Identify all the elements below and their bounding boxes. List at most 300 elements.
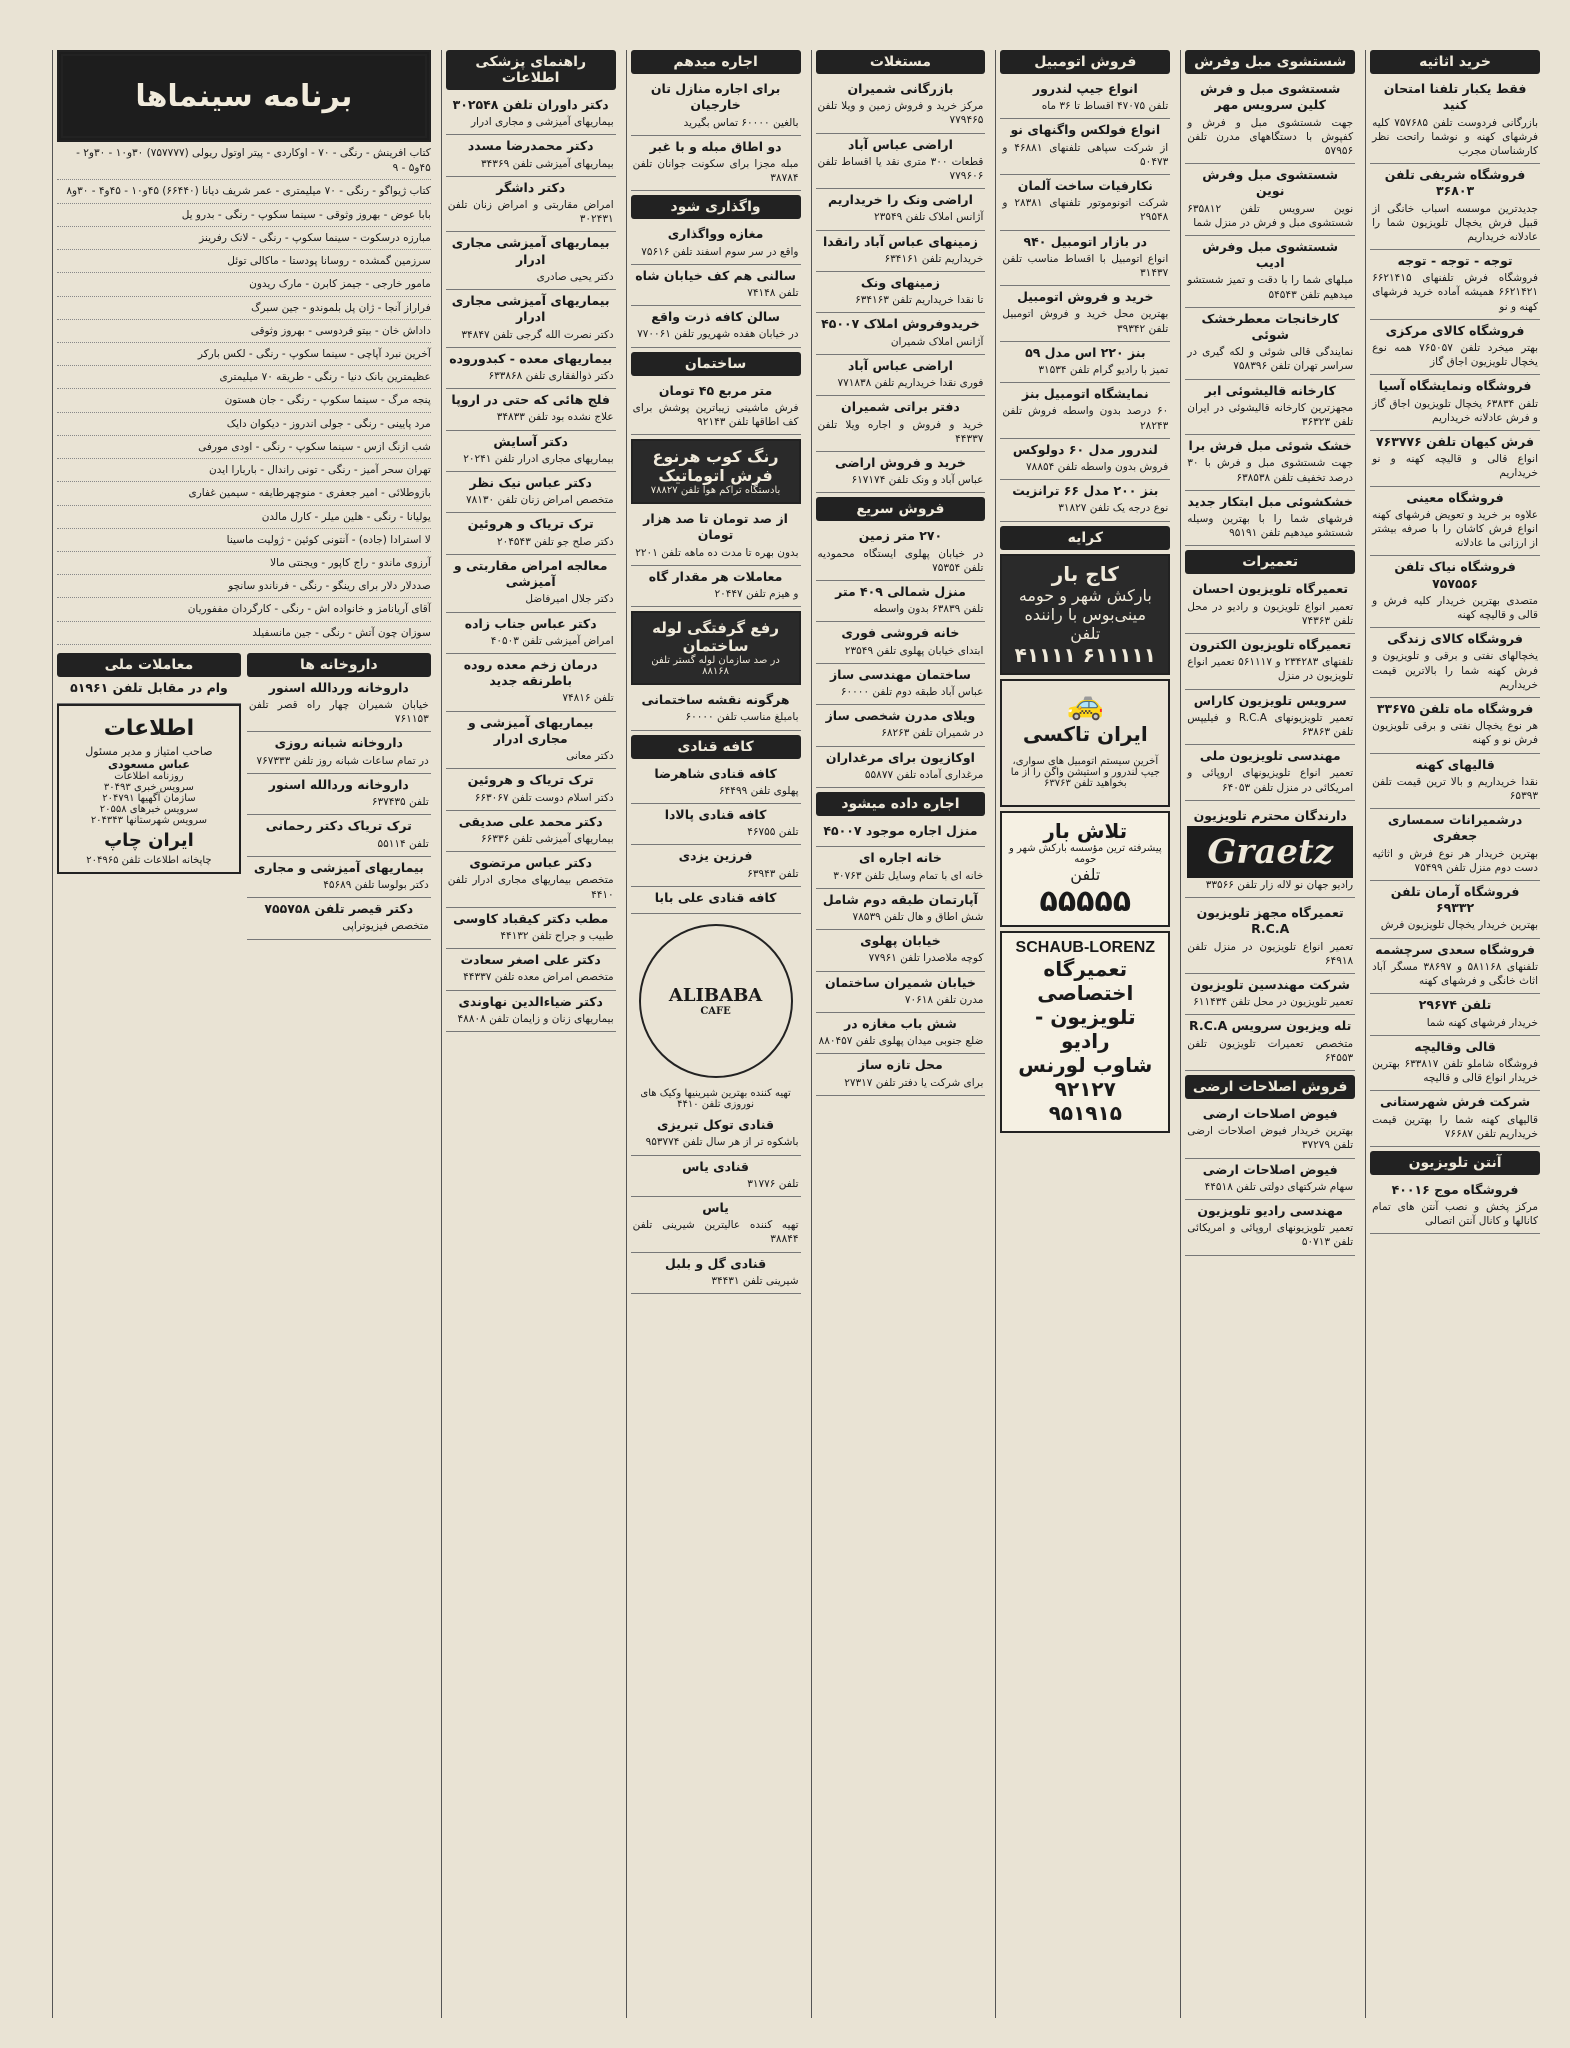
section-header: آنتن تلویزیون: [1370, 1151, 1540, 1175]
ad-text: تلفن ۶۳۹۴۳: [747, 867, 799, 880]
ad-item: [1370, 1179, 1540, 1235]
ad-title: معالجه امراض مقاربتی و آمیزشی: [453, 557, 608, 590]
ad-line: مینی‌بوس با راننده: [1024, 604, 1147, 624]
ad-title: شستشوی مبل وفرش نوین: [1202, 167, 1339, 199]
ad-title: ویلای مدرن شخصی ساز: [825, 708, 976, 724]
ad-title: اراضی عباس آباد: [848, 357, 953, 373]
column-cinema: [52, 50, 435, 2018]
printer-contact: چاپخانه اطلاعات تلفن ۲۰۴۹۶۵: [86, 855, 212, 867]
ad-title: دکتر عباس مرتضوی: [469, 855, 593, 871]
ad-item: [1000, 231, 1170, 287]
ad-item: [816, 1054, 986, 1095]
cinema-listing: کتاب ژیواگو - رنگی - ۷۰ میلیمتری - عمر شریف دیانا (۶۶۴۴۰) ۴۵و۱۰ - ۴۵و۴ - ۳۰و۸: [57, 184, 431, 203]
ad-item: [1185, 1103, 1355, 1159]
column-carpet-cleaning: [1180, 50, 1359, 2018]
ad-item: [816, 396, 986, 452]
ad-text: تلفنهای ۵۸۱۱۶۸ و ۳۸۶۹۷ مسگر آباد اثاث خانگی و فرشهای کهنه: [1372, 960, 1538, 988]
ad-text: تهیه کننده عالیترین شیرینی تلفن ۳۸۸۴۴: [632, 1219, 799, 1246]
ad-text: جهت شستشوی مبل و فرش با ۳۰ درصد تخفیف تلفن ۶۳۸۵۳۸: [1187, 457, 1354, 484]
ad-item: [816, 747, 986, 788]
ad-text: فوری نقدا خریداریم تلفن ۷۷۱۸۳۸: [837, 377, 984, 390]
ad-text: آژانس املاک تلفن ۲۳۵۴۹: [874, 211, 984, 224]
ad-title: خانه فروشی فوری: [841, 625, 960, 641]
ad-item: [1185, 435, 1355, 491]
schaub-lorenz-ad: [1000, 931, 1170, 1133]
ad-title: فرش کیهان تلفن ۷۶۳۷۷۶: [1376, 433, 1535, 449]
ad-text: تلفن ۶۳۸۳۴ یخچال تلویزیون اجاق گاز و فرش عادلانه خریداریم: [1372, 397, 1538, 424]
ad-item: [1185, 308, 1355, 380]
ad-text: امراض مقاربتی و امراض زنان تلفن ۳۰۲۴۳۱: [447, 199, 614, 226]
ad-item: [816, 622, 986, 663]
ad-item: [1185, 164, 1355, 236]
ad-item: [1370, 375, 1540, 431]
ad-title: محل تازه ساز: [858, 1057, 943, 1073]
ad-text: متصدی بهترین خریدار کلیه فرش و قالی و قالیچه کهنه: [1372, 594, 1538, 622]
graetz-ad: [1185, 805, 1355, 898]
ad-text: علاوه بر خرید و تعویض فرشهای کهنه انواع فرش کاشان را با صرفه بیشتر از ارزانی ما عادلانه: [1372, 508, 1538, 550]
ad-title: بنز ۲۰۰ مدل ۶۶ ترانزیت: [1012, 483, 1159, 499]
section-header: راهنمای پزشکی اطلاعات: [446, 50, 616, 90]
ad-text: تهیه کننده بهترین شیرینیها وکیک های نوروزی تلفن ۴۴۱۰: [640, 1088, 791, 1111]
ad-title: معاملات هر مقدار گاه: [648, 568, 783, 584]
ad-text: نوین سرویس تلفن ۶۳۵۸۱۲ شستشوی مبل و فرش در منزل شما: [1187, 202, 1354, 229]
ad-title: فقط یکبار تلفنا امتحان کنید: [1383, 81, 1527, 113]
ad-title: فروشگاه ماه تلفن ۳۳۶۷۵: [1376, 700, 1534, 716]
contact-line: سرویس شهرستانها ۲۰۴۳۴۳: [90, 815, 208, 827]
section-header: داروخانه ها: [247, 653, 431, 677]
ad-text: ضلع جنوبی میدان پهلوی تلفن ۸۸۰۴۵۷: [818, 1035, 984, 1048]
ad-item: [446, 389, 616, 430]
ad-title: خشکشوئی مبل ابتکار جدید: [1187, 493, 1353, 509]
ad-subtitle: تلویزیون - رادیو: [1035, 1004, 1136, 1053]
cinema-listing: کتاب افرینش - رنگی - ۷۰ - اوکاردی - پیتر اوتول ریولی (۷۵۷۷۷۷) ۳۰و۱۰ - ۳۰و۲ - ۴۵و۵ - ۹: [57, 146, 431, 180]
ad-text: در خیابان پهلوی ایستگاه محمودیه تلفن ۷۵۳۵۴: [817, 547, 984, 574]
ad-title: بیماریهای آمیزشی و مجاری: [253, 859, 424, 875]
section-header: ساختمان: [631, 352, 801, 376]
cinema-listing: مامور خارجی - جیمز کابرن - مارک ریدون: [57, 277, 431, 296]
ad-text: تلفن ۴۷۰۷۵ اقساط تا ۳۶ ماه: [1041, 100, 1169, 113]
ad-item: [446, 908, 616, 949]
ad-title: تعمیرگاه تلویزیون احسان: [1192, 581, 1349, 597]
ad-title: فروشگاه سعدی سرچشمه: [1375, 941, 1535, 957]
ad-item: [57, 677, 241, 704]
ad-text: انواع قالی و قالیچه کهنه و نو خریداریم: [1372, 453, 1538, 480]
ettelaat-masthead-box: [57, 704, 241, 874]
ad-text: علاج نشده بود تلفن ۳۴۸۳۳: [496, 411, 614, 424]
cinema-listing: آرزوی ماندو - راج کاپور - ویجنتی مالا: [57, 556, 431, 575]
ad-text: خانه ای با تمام وسایل تلفن ۳۰۷۶۳: [833, 869, 984, 882]
ad-title: اراضی عباس آباد: [848, 136, 953, 152]
ad-text: آژانس املاک شمیران: [890, 335, 984, 348]
ad-item: [1370, 881, 1540, 939]
ad-item: [446, 348, 616, 389]
ad-title: منزل اجاره موجود ۴۵۰۰۷: [823, 823, 978, 839]
column-real-estate: [811, 50, 990, 2018]
ad-item: [247, 732, 431, 773]
ad-item: [816, 272, 986, 313]
ad-text: تلفن ۶۳۸۳۹ بدون واسطه: [873, 603, 984, 616]
talash-bar-ad: [1000, 811, 1170, 927]
ad-item: [1185, 634, 1355, 690]
cinema-listing: مرد پایینی - رنگی - جولی اندروز - دیکوان دایک: [57, 417, 431, 436]
ad-title: درمان زخم معده روده باطرنقه جدید: [463, 656, 598, 689]
ad-item: [1185, 78, 1355, 164]
ad-text: عباس آباد و ونک تلفن ۶۱۷۱۷۴: [851, 474, 984, 487]
section-header: اجاره داده میشود: [816, 792, 986, 816]
ad-item: [631, 223, 801, 264]
ad-item: [816, 820, 986, 847]
contact-line: روزنامه اطلاعات: [114, 771, 184, 783]
ad-text: فروشگاه فرش تلفنهای ۶۶۲۱۴۱۵ ۶۶۲۱۴۲۱ همیشه آماده خرید فرشهای کهنه و نو: [1372, 272, 1538, 313]
cinema-listing: سرزمین گمشده - روسانا پودستا - ماکالی توئل: [57, 254, 431, 273]
ad-text: فروشگاه شاملو تلفن ۶۳۳۸۱۷ بهترین خریدار انواع قالی و قالیچه: [1372, 1057, 1538, 1085]
ad-title: مطب دکتر کیقباد کاوسی: [453, 910, 609, 926]
ad-item: [1000, 78, 1170, 119]
ad-title: ایران تاکسی: [1022, 721, 1148, 746]
ad-item: [631, 78, 801, 136]
ad-item: [631, 845, 801, 886]
ad-title: درشمیرانات سمساری جعفری: [1387, 812, 1523, 844]
ad-title: بیماریهای معده - کبدوروده: [449, 350, 613, 366]
ad-title: فیوض اصلاحات ارضی: [1202, 1105, 1338, 1121]
phone-label: تلفن: [1070, 623, 1101, 643]
ad-text: هر نوع یخچال نفتی و برقی تلویزیون فرش نو و کهنه: [1372, 720, 1538, 747]
ad-text: بهترین خریدار یخچال تلویزیون فرش: [1380, 919, 1538, 932]
ad-item: [446, 811, 616, 852]
ad-text: در صد سازمان لوله گستر تلفن ۸۸۱۶۸: [651, 655, 780, 678]
ad-text: شرکت اتونوموتور تلفنهای ۲۸۳۸۱ و ۲۹۵۴۸: [1002, 197, 1169, 224]
ad-item: [1000, 175, 1170, 231]
column-buy-furniture: [1365, 50, 1544, 2018]
ad-text: دکتر یحیی صادری: [536, 270, 614, 283]
ad-text: فروش بدون واسطه تلفن ۷۸۸۵۴: [1026, 461, 1169, 474]
cinema-listing: سوزان چون آتش - رنگی - جین مانسفیلد: [57, 626, 431, 645]
ad-item: [247, 815, 431, 856]
section-header: مستغلات: [816, 50, 986, 74]
ad-title: دو اطاق مبله و با غبر: [649, 138, 782, 154]
ad-item: [1185, 1200, 1355, 1256]
section-header: فروش اتومبیل: [1000, 50, 1170, 74]
ad-item: [1370, 78, 1540, 164]
ad-item: [1185, 974, 1355, 1015]
ad-text: مرغداری آماده تلفن ۵۵۸۷۷: [864, 768, 984, 781]
ad-title: دکتر داوران تلفن ۳۰۲۵۴۸: [452, 97, 609, 112]
ad-item: [1000, 286, 1170, 342]
ad-text: جهت شستشوی مبل و فرش و کفپوش با دستگاههای مدرن تلفن ۵۷۹۵۶: [1187, 116, 1354, 157]
ad-title: قنادی یاس: [682, 1158, 749, 1174]
ad-title: بیماریهای آمیزشی مجاری ادرار: [451, 293, 610, 325]
ad-title: قنادی گل و بلبل: [664, 1255, 767, 1271]
ad-item: [631, 1114, 801, 1155]
ad-text: تلفن ۷۴۸۱۶: [562, 692, 614, 705]
ad-title: فروشگاه ونمایشگاه آسیا: [1378, 378, 1532, 394]
ad-title: سرویس تلویزیون کاراس: [1193, 692, 1347, 708]
ad-title: فروشگاه موج ۴۰۰۱۶: [1391, 1181, 1519, 1197]
carpet-dye-ad: [631, 439, 801, 504]
cinema-listing: پنجه مرگ - سینما سکوپ - رنگی - جان هستون: [57, 393, 431, 412]
ad-item: [1370, 164, 1540, 250]
section-header: اجاره میدهم: [631, 50, 801, 74]
ad-text: نقدا خریداریم و بالا ترین قیمت تلفن ۶۵۳۹۳: [1372, 775, 1538, 802]
cinema-listing: داداش خان - بیتو فردوسی - بهروز وثوقی: [57, 324, 431, 343]
cinema-listing: صددلار دلار برای رینگو - رنگی - فرناندو سانچو: [57, 579, 431, 598]
ad-title: توجه - توجه - توجه: [1397, 253, 1513, 269]
ad-item: [1185, 1015, 1355, 1071]
ad-title: در بازار اتومبیل ۹۴۰: [1023, 233, 1148, 249]
ad-text: در خیابان هفده شهریور تلفن ۷۷۰۰۶۱: [637, 328, 799, 341]
ad-text: دکتر صلح جو تلفن ۲۰۴۵۴۳: [497, 535, 614, 548]
ad-item: [631, 380, 801, 436]
ad-title: کافه قنادی شاهرضا: [654, 765, 777, 781]
ad-item: [816, 78, 986, 134]
ad-name: شاوب لورنس: [1018, 1052, 1153, 1077]
ad-item: [631, 887, 801, 914]
ad-text: بیماریهای زنان و زایمان تلفن ۴۸۸۰۸: [457, 1012, 614, 1025]
ad-title: آپارتمان طبقه دوم شامل: [822, 891, 978, 907]
phone-number: ۶۱۱۱۱۱ ۴۱۱۱۱: [1014, 642, 1156, 667]
phone-number: ۵۵۵۵۵: [1039, 883, 1132, 919]
ad-text: بیماریهای آمیزشی تلفن ۶۶۳۳۶: [481, 833, 614, 845]
ad-text: مدرن تلفن ۷۰۶۱۸: [904, 993, 984, 1006]
ad-text: ۶۰ درصد بدون واسطه فروش تلفن ۲۸۲۴۳: [1002, 405, 1169, 432]
ad-title: فروشگاه کالای مرکزی: [1385, 322, 1525, 338]
owner-label: صاحب امتیاز و مدیر مسئول: [85, 745, 213, 759]
ad-title: فروشگاه شریفی تلفن ۳۶۸۰۳: [1384, 167, 1526, 199]
contact-line: سازمان آگهیها ۲۰۴۷۹۱: [102, 793, 196, 805]
ad-item: [631, 1253, 801, 1294]
cab-bar-ad: [1000, 554, 1170, 675]
ad-title: ۲۷۰ متر زمین: [858, 528, 943, 544]
ad-text: واقع در سر سوم اسفند تلفن ۷۵۶۱۶: [641, 245, 799, 258]
ad-title: قالیهای کهنه: [1415, 756, 1495, 772]
ad-item: [631, 763, 801, 804]
ad-title: زمینهای ونک: [860, 275, 941, 291]
ad-item: [631, 1197, 801, 1253]
ad-title: دارندگان محترم تلویزیون: [1193, 807, 1347, 823]
ad-item: [247, 677, 431, 733]
ad-item: [1185, 491, 1355, 547]
ad-item: [816, 525, 986, 581]
cinema-listing: بابا عوض - بهروز وثوقی - سینما سکوپ - رنگی - بدرو یل: [57, 208, 431, 227]
ad-text: دکتر جلال امیرفاضل: [525, 593, 614, 606]
ad-title: بیماریهای آمیزشی مجاری ادرار: [451, 235, 610, 267]
ad-item: [1370, 698, 1540, 754]
phone-label: تلفن: [1070, 864, 1101, 884]
ad-text: قطعات ۳۰۰ متری نقد یا اقساط تلفن ۷۷۹۶۰۶: [817, 155, 984, 183]
ad-item: [446, 949, 616, 990]
ad-item: [446, 654, 616, 712]
ad-title: شرکت مهندسین تلویزیون: [1190, 976, 1350, 992]
cinema-listing: آقای آریانامز و خانواده اش - رنگی - کارگردان مففوریان: [57, 602, 431, 621]
section-header: شستشوی مبل وفرش: [1185, 50, 1355, 74]
ad-text: جدیدترین موسسه اسباب خانگی از قبیل فرش یخچال تلویزیون شما را عادلانه خریداریم: [1372, 202, 1538, 243]
ad-title: برای اجاره منازل تان خارجیان: [650, 81, 781, 113]
ad-text: بیماریهای آمیزشی تلفن ۳۴۳۶۹: [481, 157, 614, 170]
iran-taxi-ad: [1000, 679, 1170, 807]
ad-item: [631, 136, 801, 192]
ad-item: [1370, 487, 1540, 557]
ad-item: [446, 431, 616, 472]
ad-text: کوچه ملاصدرا تلفن ۷۷۹۶۱: [868, 952, 984, 965]
ad-title: دکتر ضیاءالدین نهاوندی: [458, 993, 603, 1009]
ad-title: ساختمان مهندسی ساز: [829, 666, 971, 682]
ad-title: اوکازیون برای مرغداران: [825, 749, 975, 765]
ad-title: تلفن ۲۹۶۷۴: [1418, 997, 1492, 1013]
ad-title: مغازه وواگذاری: [667, 226, 764, 242]
ad-text: متخصص امراض زنان تلفن ۷۸۱۳۰: [465, 494, 614, 507]
ad-item: [1000, 119, 1170, 175]
ad-text: بدون بهره تا مدت ده ماهه تلفن ۲۲۰۱: [635, 546, 799, 559]
ad-title: کارخانجات معطرخشک شوئی: [1201, 310, 1339, 342]
phone-number: ۹۲۱۲۷: [1054, 1076, 1116, 1101]
ad-title: لندرور مدل ۶۰ دولوکس: [1012, 441, 1158, 457]
ad-title: از صد تومان تا صد هزار تومان: [643, 511, 788, 543]
brand-name: SCHAUB-LORENZ: [1015, 938, 1156, 956]
ad-text: طبیب و جراح تلفن ۴۴۱۳۲: [500, 930, 614, 943]
ad-title: فروشگاه آرمان تلفن ۶۹۳۳۲: [1390, 883, 1520, 916]
ad-text: شش اطاق و هال تلفن ۷۸۵۳۹: [852, 910, 984, 923]
cinema-listing: آخرین نبرد آپاچی - سینما سکوپ - رنگی - لکس بارکر: [57, 347, 431, 366]
ad-text: خریداریم تلفن ۶۳۴۱۶۱: [884, 252, 984, 265]
ad-text: تلفن ۳۱۷۷۶: [747, 1177, 799, 1190]
ad-item: [631, 1156, 801, 1197]
cinema-listing: لا استرادا (جاده) - آنتونی کوئین - ژولیت ماسینا: [57, 533, 431, 552]
ad-text: رادیو جهان نو لاله زار تلفن ۳۳۵۶۶: [1205, 878, 1354, 891]
ad-text: بهترین خریدار فیوض اصلاحات ارضی تلفن ۳۷۲۷۹: [1187, 1125, 1354, 1152]
ad-text: فرش ماشینی زیباترین پوشش برای کف اطاقها تلفن ۹۲۱۴۳: [632, 401, 799, 428]
ad-title: کافه قنادی علی بابا: [654, 889, 777, 905]
ad-item: [631, 265, 801, 306]
ad-title: داروخانه وردالله اسنور: [268, 776, 409, 792]
ad-title: انواع جیپ لندرور: [1032, 81, 1138, 96]
ad-text: بیماریهای مجاری ادرار تلفن ۲۰۲۴۱: [463, 452, 614, 465]
ad-title: فرزین یزدی: [678, 848, 753, 864]
cinema-listing: تهران سحر آمیز - رنگی - تونی راندال - باربارا ایدن: [57, 463, 431, 482]
ad-text: شیرینی تلفن ۳۴۴۳۱: [711, 1274, 799, 1287]
ad-title: بیماریهای آمیزشی و مجاری ادرار: [467, 714, 594, 746]
ad-text: تعمیر انواع تلویزیونهای اروپائی و امریکائی در منزل تلفن ۶۴۰۵۳: [1187, 767, 1354, 794]
ad-text: برای شرکت یا دفتر تلفن ۲۷۳۱۷: [844, 1076, 984, 1089]
ad-text: دکتر ذوالفقاری تلفن ۶۳۳۸۶۸: [488, 370, 614, 383]
ad-title: تله ویزیون سرویس R.C.A: [1189, 1018, 1352, 1034]
ad-item: [247, 857, 431, 898]
ad-title: بنز ۲۲۰ اس مدل ۵۹: [1025, 344, 1146, 360]
ad-text: مرکز خرید و فروش زمین و ویلا تلفن ۷۷۹۴۶۵: [817, 100, 984, 127]
ad-item: [1185, 902, 1355, 974]
ad-title: سالنی هم کف خیابان شاه: [635, 267, 796, 283]
ad-item: [1370, 1091, 1540, 1147]
ad-text: بهتر میخرد تلفن ۷۶۵۰۵۷ همه نوع یخچال تلویزیون اجاق گاز: [1372, 342, 1538, 369]
ad-title: ترک تریاک و هروئین: [467, 516, 594, 532]
ad-item: [816, 581, 986, 622]
ad-title: دکتر داشگر: [496, 179, 566, 195]
section-header: واگذاری شود: [631, 195, 801, 219]
ad-title: تعمیرگاه اختصاصی: [1037, 956, 1134, 1005]
ad-text: آخرین سیستم اتومبیل های سواری، جیپ لندرور و استیشن واگن را از ما بخواهید تلفن ۶۳۷۶۳: [1010, 755, 1160, 789]
ad-title: فروشگاه کالای زندگی: [1387, 631, 1523, 647]
newspaper-masthead: اطلاعات: [103, 716, 195, 742]
ad-text: پهلوی تلفن ۶۴۴۹۹: [719, 784, 799, 797]
ad-item: [1370, 754, 1540, 810]
ad-item: [1370, 250, 1540, 320]
ad-text: دکتر بولوسا تلفن ۴۵۶۸۹: [323, 878, 429, 891]
ad-title: تلاش بار: [1043, 818, 1128, 843]
section-header: معاملات ملی: [57, 653, 241, 677]
ad-text: در تمام ساعات شبانه روز تلفن ۷۶۷۳۳۳: [256, 754, 429, 767]
ad-title: دکتر عباس جناب زاده: [464, 615, 597, 631]
ad-text: تعمیر تلویزیونهای R.C.A و فیلیپس تلفن ۶۳۸۶۳: [1187, 711, 1354, 738]
car-icon: 🚕: [1066, 686, 1104, 722]
ad-text: خیابان شمیران چهار راه قصر تلفن ۷۶۱۱۵۳: [248, 699, 429, 726]
ad-item: [816, 355, 986, 396]
owner-name: عباس مسعودی: [107, 758, 190, 772]
ad-text: بهترین محل خرید و فروش اتومبیل تلفن ۳۹۳۴۲: [1002, 308, 1169, 335]
ad-text: تلفن ۵۵۱۱۴: [377, 837, 429, 850]
section-header: خرید اثاثیه: [1370, 50, 1540, 74]
ad-text: باشکوه تر از هر سال تلفن ۹۵۳۷۷۴: [645, 1136, 799, 1149]
ad-title: متر مربع ۴۵ تومان: [658, 382, 773, 398]
ad-item: [446, 232, 616, 290]
ad-title: دفتر براتی شمیران: [841, 399, 960, 415]
ad-text: یخچالهای نفتی و برقی و تلویزیون و فرش کهنه شما را بالاترین قیمت خریداریم: [1372, 650, 1538, 691]
ad-item: [446, 472, 616, 513]
ad-text: تعمیر تلویزیونهای اروپائی و امریکائی تلفن ۵۰۷۱۳: [1187, 1222, 1354, 1249]
ad-title: قنادی توکل تبریزی: [657, 1117, 775, 1133]
cinema-listing: عظیمترین بانک دنیا - رنگی - طریقه ۷۰ میلیمتری: [57, 370, 431, 389]
ad-text: بازرگانی فردوست تلفن ۷۵۷۶۸۵ کلیه فرشهای کهنه و نوشما راتحت نظر کارشناسان مجرب: [1372, 116, 1538, 157]
ad-title: شش باب مغازه در: [844, 1015, 957, 1031]
ad-item: [816, 664, 986, 705]
ad-item: [1370, 1036, 1540, 1092]
ad-text: عباس آباد طبقه دوم تلفن ۶۰۰۰۰: [840, 686, 984, 698]
ad-title: خیابان شمیران ساختمان: [824, 974, 976, 990]
ad-item: [1370, 939, 1540, 995]
ad-item: [1000, 383, 1170, 439]
ad-item: [1000, 439, 1170, 480]
ad-item: [1370, 431, 1540, 487]
ad-text: مجهزترین کارخانه قالیشوئی در ایران تلفن ۳۶۳۲۳: [1187, 401, 1354, 428]
column-medical-guide: [441, 50, 620, 2018]
ad-item: [1000, 480, 1170, 521]
ad-text: دکتر معانی: [566, 750, 614, 763]
ad-item: [1370, 320, 1540, 376]
ad-text: انواع اتومبیل با اقساط مناسب تلفن ۳۱۴۳۷: [1002, 252, 1169, 280]
ad-title: وام در مقابل تلفن ۵۱۹۶۱: [70, 679, 228, 695]
cinema-listing: مبارزه درسکوت - سینما سکوپ - رنگی - لانک رفرینز: [57, 231, 431, 250]
ad-text: تلفن ۷۴۱۴۸: [747, 286, 799, 299]
ad-title: زمینهای عباس آباد رانقدا: [822, 233, 978, 249]
ad-item: [816, 1013, 986, 1054]
ad-item: [816, 972, 986, 1013]
ad-title: رفع گرفتگی لوله ساختمان: [652, 619, 779, 656]
ad-item: [446, 991, 616, 1032]
ad-item: [446, 712, 616, 770]
ad-item: [1185, 745, 1355, 801]
ad-title: دکتر علی اصغر سعادت: [460, 952, 601, 968]
ad-text: دکتر نصرت الله گرجی تلفن ۳۴۸۴۷: [461, 328, 614, 341]
ad-text: بیماریهای آمیزشی و مجاری ادرار: [470, 116, 614, 129]
ad-title: قالی وقالیچه: [1414, 1038, 1496, 1054]
ad-title: خرید و فروش اراضی: [834, 454, 966, 470]
ad-item: [1370, 628, 1540, 698]
ad-title: خریدوفروش املاک ۴۵۰۰۷: [821, 316, 980, 332]
ad-text: نوع درجه یک تلفن ۳۱۸۲۷: [1058, 502, 1169, 515]
ad-item: [446, 177, 616, 233]
ad-title: هرگونه نقشه ساختمانی: [641, 692, 790, 708]
ad-text: نمایندگی قالی شوئی و لکه گیری در سراسر تهران تلفن ۷۵۸۳۹۶: [1187, 346, 1354, 373]
ad-item: [1000, 342, 1170, 383]
ad-text: در شمیران تلفن ۶۸۲۶۳: [881, 727, 984, 740]
